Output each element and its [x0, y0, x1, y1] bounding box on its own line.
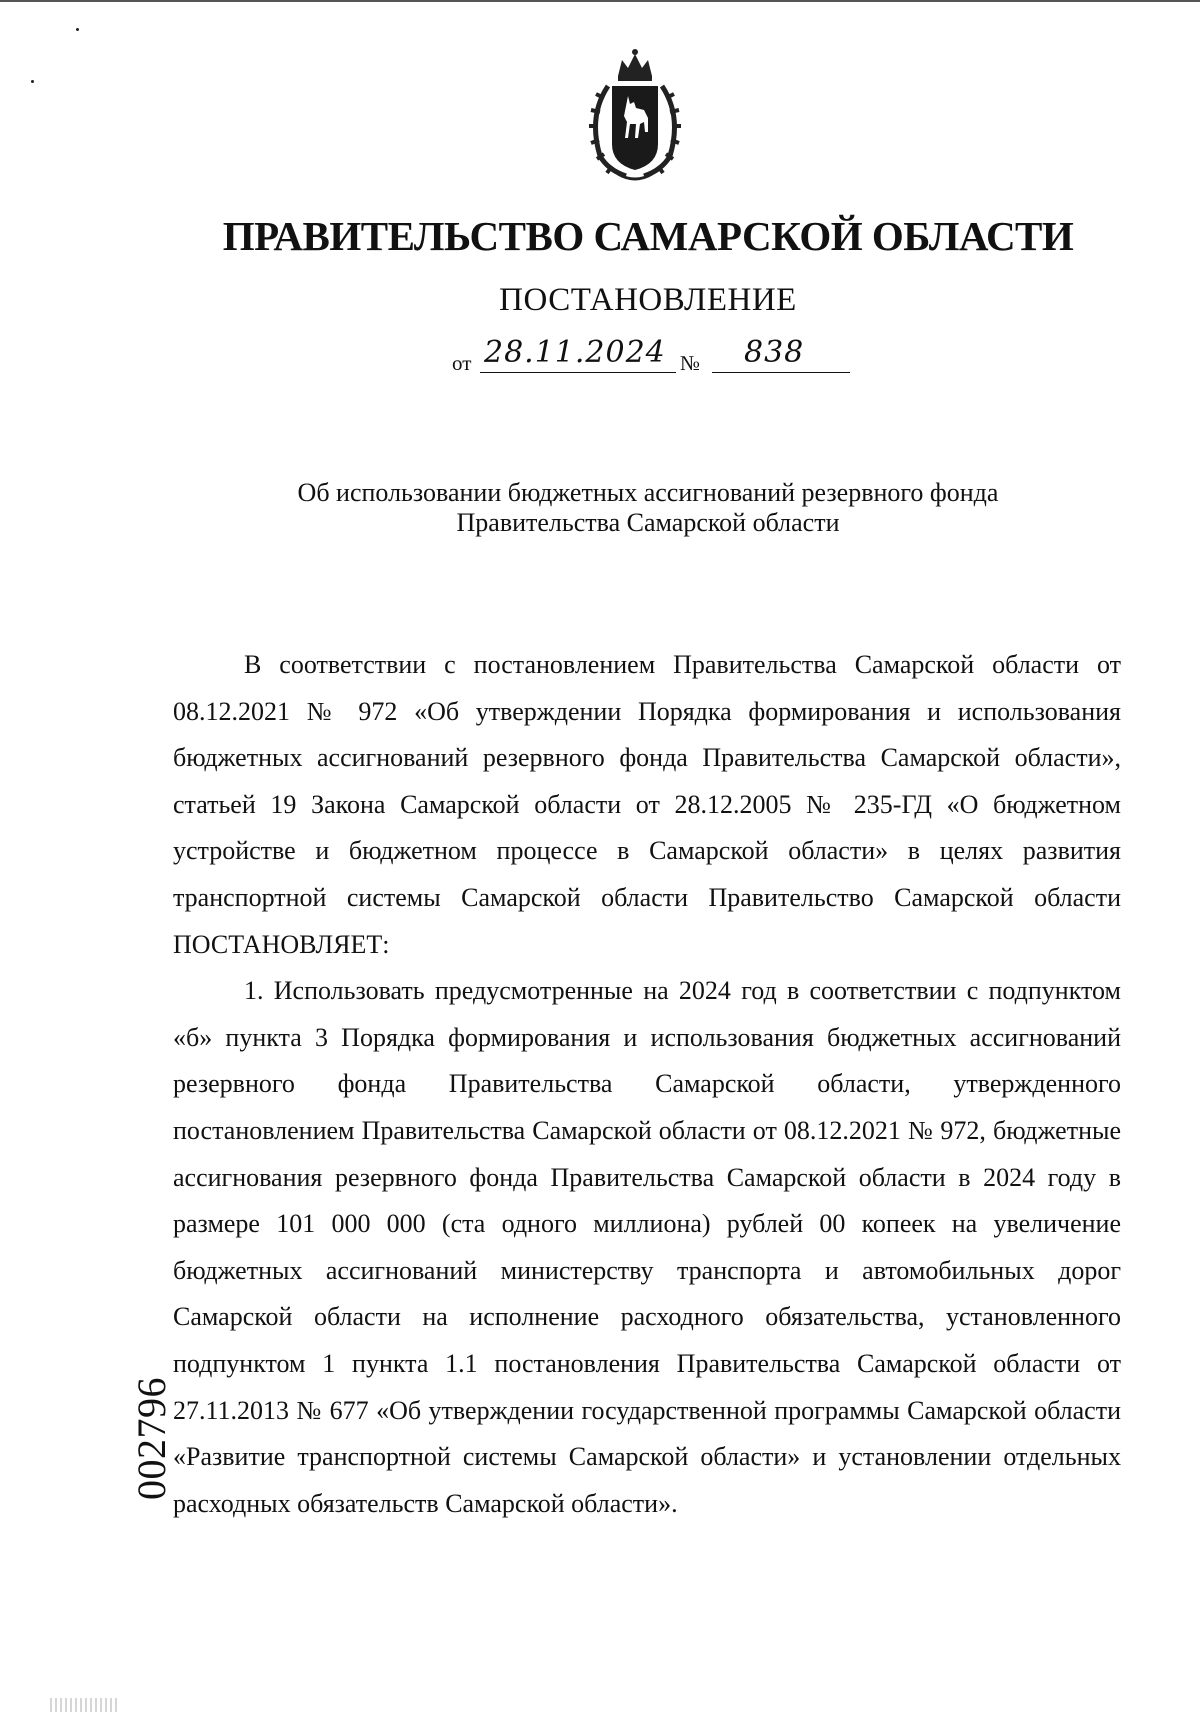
government-title: ПРАВИТЕЛЬСТВО САМАРСКОЙ ОБЛАСТИ [222, 213, 1074, 259]
date-underline [480, 372, 676, 373]
preamble-paragraph: В соответствии с постановлением Правительства Самарской области от 08.12.2021 № 972 «Об утверждении Порядка формирования и использования бюджетных ассигнований резервного фонда Правительства Самарской области», статьей 19 Закона Самарской области от 28.12.2005 № 235-ГД «О бюджетном устройстве и бюджетном процессе в Самарской области» в целях развития транспортной системы Самарской области Правительство Самарской области ПОСТАНОВЛЯЕТ: [173, 650, 1121, 959]
handwritten-date: 28.11.2024 [484, 335, 666, 370]
samara-coat-of-arms-icon [578, 46, 692, 184]
number-underline [712, 372, 850, 373]
scan-artifact [50, 1698, 120, 1712]
side-serial-number: 002796 [129, 1377, 174, 1500]
scan-speck [76, 28, 79, 31]
scan-top-edge [0, 0, 1200, 2]
document-subject [0, 478, 1200, 538]
number-prefix: № [680, 351, 701, 375]
date-prefix: от [452, 351, 472, 375]
document-body [173, 642, 1121, 1527]
date-number-line [452, 333, 852, 377]
document-type: ПОСТАНОВЛЕНИЕ [499, 282, 797, 318]
subject-line: Об использовании бюджетных ассигнований резервного фонда [297, 478, 999, 507]
subject-line: Правительства Самарской области [456, 508, 840, 537]
handwritten-number: 838 [744, 335, 805, 370]
scan-speck [31, 80, 34, 83]
item-1-paragraph: 1. Использовать предусмотренные на 2024 год в соответствии с подпунктом «б» пункта 3 Порядка формирования и использования бюджетных ассигнований резервного фонда Правительства Самарской области, утвержденного постановлением Правительства Самарской области от 08.12.2021 № 972, бюджетные ассигнования резервного фонда Правительства Самарской области в 2024 году в размере 101 000 000 (ста одного миллиона) рублей 00 копеек на увеличение бюджетных ассигнований министерству транспорта и автомобильных дорог Самарской области на исполнение расходного обязательства, установленного подпунктом 1 пункта 1.1 постановления Правительства Самарской области от 27.11.2013 № 677 «Об утверждении государственной программы Самарской области «Развитие транспортной системы Самарской области» и установлении отдельных расходных обязательств Самарской области». [173, 976, 1121, 1518]
